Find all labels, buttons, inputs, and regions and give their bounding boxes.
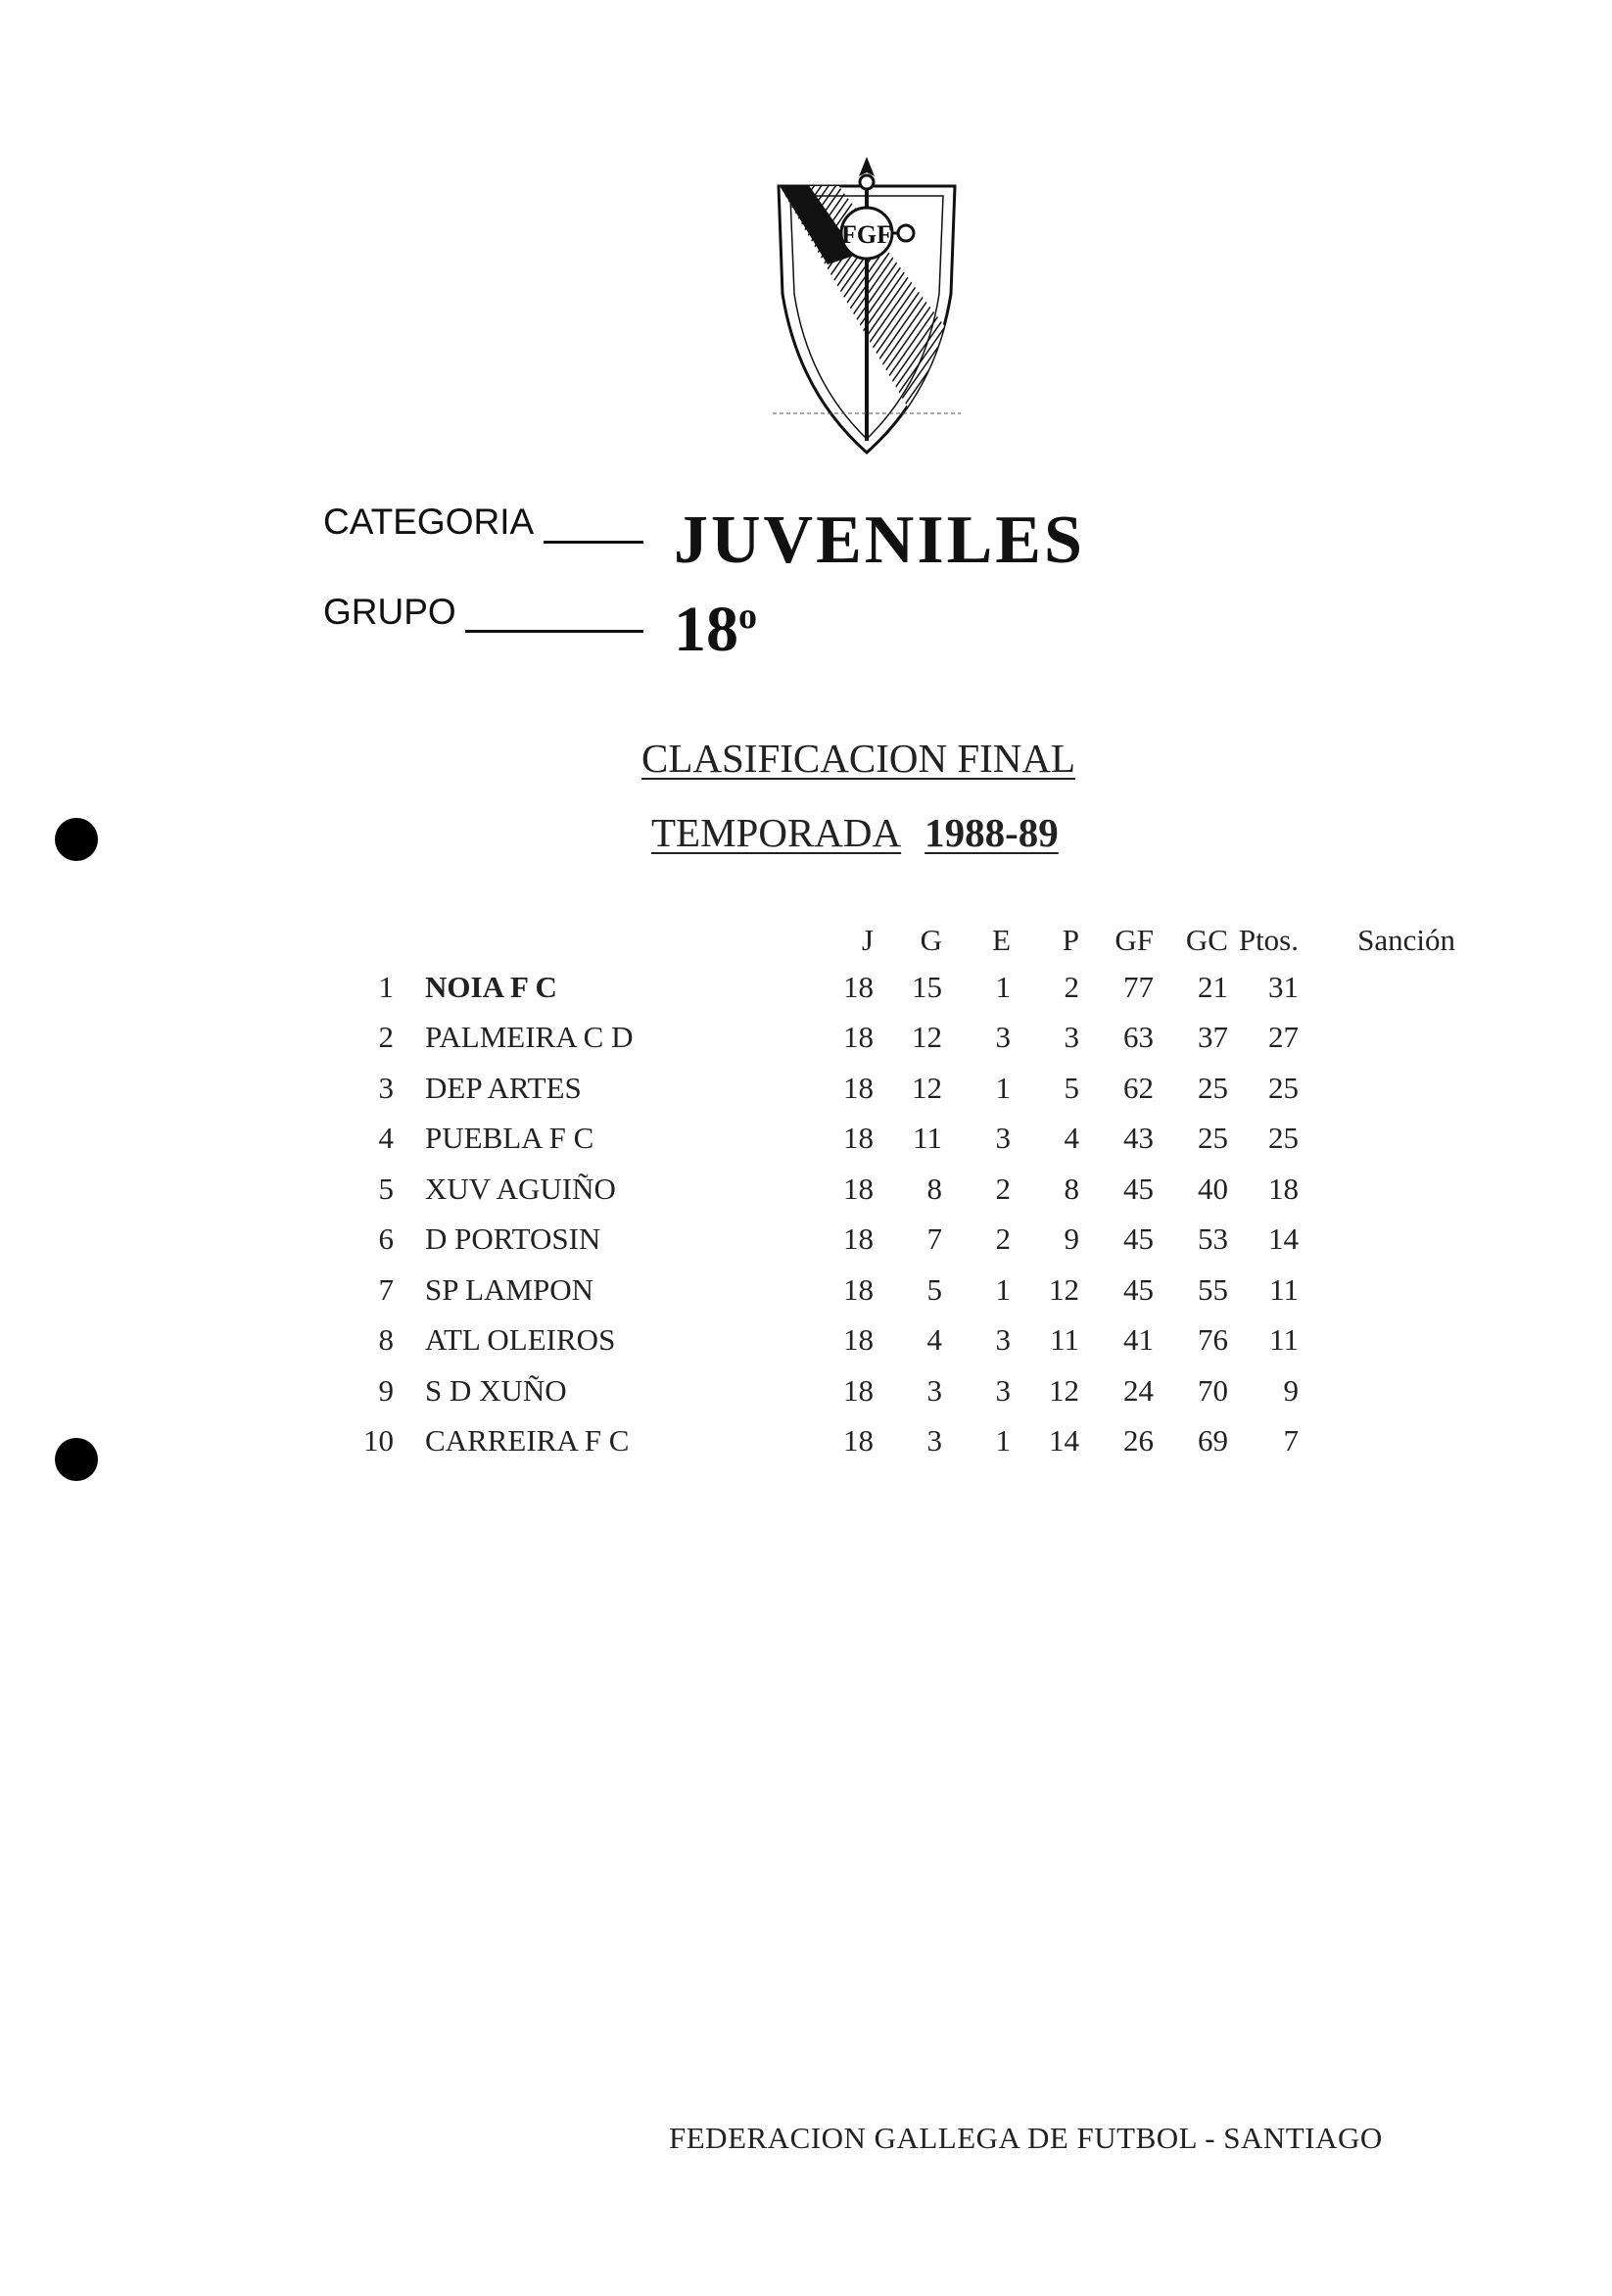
header-team — [394, 919, 813, 962]
points-cell: 9 — [1283, 1372, 1299, 1408]
points-cell: 11 — [1269, 1271, 1299, 1307]
sanction-cell — [1299, 962, 1455, 1013]
header-sanction: Sanción — [1357, 923, 1455, 957]
position-cell: 3 — [378, 1070, 394, 1105]
lost-cell: 14 — [1049, 1423, 1079, 1459]
table-row — [333, 1315, 1455, 1366]
sanction-cell — [1299, 1315, 1455, 1366]
team-cell: NOIA F C — [425, 969, 557, 1004]
header-lost: P — [1062, 923, 1079, 957]
drawn-cell: 3 — [995, 1372, 1011, 1408]
svg-text:FGF: FGF — [841, 220, 892, 249]
won-cell: 12 — [912, 1070, 942, 1105]
position-cell: 5 — [378, 1171, 394, 1206]
played-cell: 18 — [843, 1121, 874, 1156]
team-cell: PALMEIRA C D — [425, 1020, 634, 1055]
played-cell: 18 — [843, 1070, 874, 1105]
won-cell: 4 — [926, 1322, 942, 1358]
header-played: J — [861, 923, 874, 957]
team-cell: ATL OLEIROS — [425, 1322, 616, 1358]
position-cell: 8 — [378, 1322, 394, 1358]
played-cell: 18 — [843, 1171, 874, 1206]
standings-table — [333, 919, 1455, 1466]
goals-against-cell: 37 — [1198, 1020, 1228, 1055]
binder-hole-bottom — [55, 1438, 98, 1481]
points-cell: 18 — [1268, 1171, 1299, 1206]
goals-for-cell: 45 — [1123, 1221, 1154, 1257]
table-row — [333, 1365, 1455, 1416]
header-points: Ptos. — [1238, 923, 1299, 957]
played-cell: 18 — [843, 1372, 874, 1408]
points-cell: 7 — [1283, 1423, 1299, 1459]
category-value: JUVENILES — [674, 502, 1085, 578]
sanction-cell — [1299, 1164, 1455, 1215]
sanction-cell — [1299, 1265, 1455, 1315]
lost-cell: 11 — [1050, 1322, 1079, 1358]
lost-cell: 12 — [1049, 1372, 1079, 1408]
played-cell: 18 — [843, 1423, 874, 1459]
lost-cell: 8 — [1064, 1171, 1079, 1206]
lost-cell: 3 — [1064, 1020, 1079, 1055]
points-cell: 25 — [1268, 1121, 1299, 1156]
season-value: 1988-89 — [925, 810, 1059, 855]
team-cell: XUV AGUIÑO — [425, 1171, 616, 1206]
played-cell: 18 — [843, 1221, 874, 1257]
lost-cell: 5 — [1064, 1070, 1079, 1105]
group-label: GRUPO — [323, 592, 456, 632]
drawn-cell: 3 — [995, 1020, 1011, 1055]
header-goals-for: GF — [1114, 923, 1154, 957]
points-cell: 25 — [1268, 1070, 1299, 1105]
goals-against-cell: 69 — [1198, 1423, 1228, 1459]
drawn-cell: 1 — [995, 969, 1011, 1004]
points-cell: 31 — [1268, 969, 1299, 1004]
table-row — [333, 1265, 1455, 1315]
won-cell: 12 — [912, 1020, 942, 1055]
won-cell: 5 — [926, 1271, 942, 1307]
team-cell: CARREIRA F C — [425, 1423, 630, 1459]
team-cell: SP LAMPON — [425, 1271, 593, 1307]
lost-cell: 4 — [1064, 1121, 1079, 1156]
position-cell: 1 — [378, 969, 394, 1004]
won-cell: 8 — [926, 1171, 942, 1206]
header-goals-against: GC — [1185, 923, 1228, 957]
goals-against-cell: 25 — [1198, 1070, 1228, 1105]
goals-for-cell: 63 — [1123, 1020, 1154, 1055]
position-cell: 9 — [378, 1372, 394, 1408]
federation-crest-logo — [769, 147, 965, 460]
sanction-cell — [1299, 1416, 1455, 1467]
lost-cell: 2 — [1064, 969, 1079, 1004]
table-row — [333, 1416, 1455, 1467]
won-cell: 15 — [912, 969, 942, 1004]
table-row — [333, 1164, 1455, 1215]
position-cell: 7 — [378, 1271, 394, 1307]
table-row — [333, 1114, 1455, 1165]
goals-against-cell: 25 — [1198, 1121, 1228, 1156]
goals-for-cell: 43 — [1123, 1121, 1154, 1156]
drawn-cell: 1 — [995, 1423, 1011, 1459]
binder-hole-top — [55, 818, 98, 861]
header-drawn: E — [992, 923, 1011, 957]
goals-for-cell: 24 — [1123, 1372, 1154, 1408]
table-row — [333, 1063, 1455, 1114]
group-label-rule — [465, 630, 643, 633]
goals-for-cell: 45 — [1123, 1271, 1154, 1307]
played-cell: 18 — [843, 1020, 874, 1055]
header-won: G — [920, 923, 942, 957]
table-header-row — [333, 919, 1455, 962]
team-cell: S D XUÑO — [425, 1372, 567, 1408]
points-cell: 27 — [1268, 1020, 1299, 1055]
points-cell: 11 — [1269, 1322, 1299, 1358]
sanction-cell — [1299, 1365, 1455, 1416]
goals-for-cell: 45 — [1123, 1171, 1154, 1206]
sanction-cell — [1299, 1114, 1455, 1165]
position-cell: 10 — [363, 1423, 394, 1459]
group-number: 18 — [674, 594, 738, 665]
sanction-cell — [1299, 1063, 1455, 1114]
drawn-cell: 1 — [995, 1070, 1011, 1105]
goals-against-cell: 40 — [1198, 1171, 1228, 1206]
goals-against-cell: 21 — [1198, 969, 1228, 1004]
drawn-cell: 1 — [995, 1271, 1011, 1307]
position-cell: 6 — [378, 1221, 394, 1257]
drawn-cell: 2 — [995, 1171, 1011, 1206]
lost-cell: 9 — [1064, 1221, 1079, 1257]
table-row — [333, 1215, 1455, 1266]
drawn-cell: 2 — [995, 1221, 1011, 1257]
team-cell: DEP ARTES — [425, 1070, 582, 1105]
goals-for-cell: 62 — [1123, 1070, 1154, 1105]
goals-against-cell: 55 — [1198, 1271, 1228, 1307]
group-value — [674, 593, 757, 667]
goals-for-cell: 26 — [1123, 1423, 1154, 1459]
season-heading — [651, 809, 1059, 856]
goals-against-cell: 76 — [1198, 1322, 1228, 1358]
team-cell: D PORTOSIN — [425, 1221, 601, 1257]
won-cell: 11 — [913, 1121, 942, 1156]
sanction-cell — [1299, 1215, 1455, 1266]
goals-against-cell: 70 — [1198, 1372, 1228, 1408]
played-cell: 18 — [843, 969, 874, 1004]
goals-against-cell: 53 — [1198, 1221, 1228, 1257]
drawn-cell: 3 — [995, 1322, 1011, 1358]
points-cell: 14 — [1268, 1221, 1299, 1257]
won-cell: 7 — [926, 1221, 942, 1257]
footer-federation: FEDERACION GALLEGA DE FUTBOL - SANTIAGO — [669, 2121, 1383, 2155]
team-cell: PUEBLA F C — [425, 1121, 594, 1156]
group-ordinal-suffix: o — [738, 596, 757, 637]
sanction-cell — [1299, 1013, 1455, 1064]
table-row — [333, 1013, 1455, 1064]
season-label: TEMPORADA — [651, 810, 902, 855]
won-cell: 3 — [926, 1423, 942, 1459]
table-row — [333, 962, 1455, 1013]
page-title: CLASIFICACION FINAL — [641, 736, 1076, 781]
played-cell: 18 — [843, 1322, 874, 1358]
position-cell: 2 — [378, 1020, 394, 1055]
goals-for-cell: 41 — [1123, 1322, 1154, 1358]
played-cell: 18 — [843, 1271, 874, 1307]
position-cell: 4 — [378, 1121, 394, 1156]
goals-for-cell: 77 — [1123, 969, 1154, 1004]
header-position — [333, 919, 394, 962]
won-cell: 3 — [926, 1372, 942, 1408]
category-label-rule — [544, 541, 643, 544]
lost-cell: 12 — [1049, 1271, 1079, 1307]
category-label: CATEGORIA — [323, 502, 535, 542]
drawn-cell: 3 — [995, 1121, 1011, 1156]
